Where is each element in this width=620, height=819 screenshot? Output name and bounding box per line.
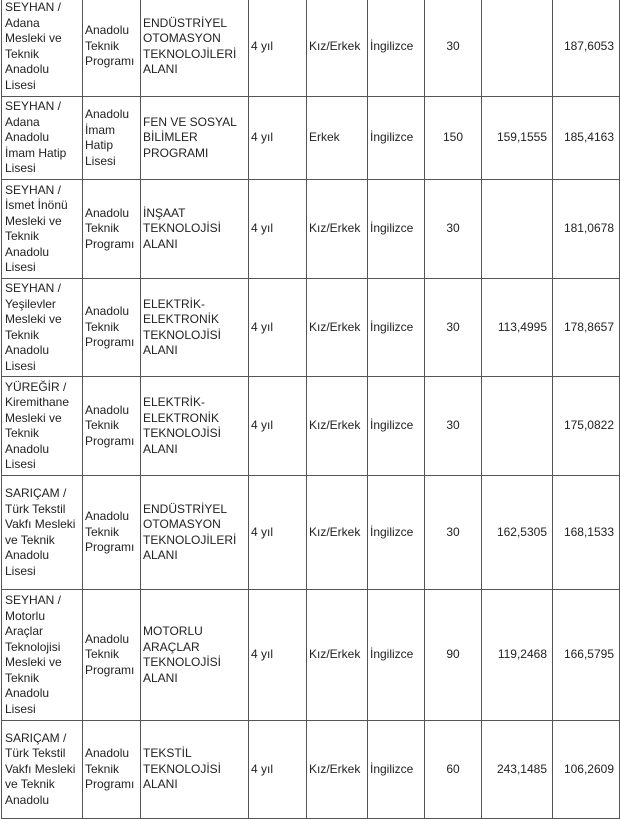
max-score-cell: 166,5795	[553, 590, 620, 721]
field-cell: İNŞAAT TEKNOLOJİSİ ALANI	[141, 180, 249, 279]
school-cell: SARIÇAM / Türk Tekstil Vakfı Mesleki ve Teknik Anadolu	[2, 721, 83, 819]
program-cell: Anadolu Teknik Programı	[83, 377, 141, 476]
program-cell: Anadolu Teknik Programı	[83, 590, 141, 721]
field-cell: ENDÜSTRİYEL OTOMASYON TEKNOLOJİLERİ ALANI	[141, 476, 249, 590]
min-score-cell: 113,4995	[482, 279, 553, 377]
min-score-cell	[482, 180, 553, 279]
gender-cell: Kız/Erkek	[307, 721, 368, 819]
program-cell: Anadolu Teknik Programı	[83, 0, 141, 97]
school-cell: YÜREĞİR / Kiremithane Mesleki ve Teknik Anadolu Lisesi	[2, 377, 83, 476]
gender-cell: Kız/Erkek	[307, 377, 368, 476]
max-score-cell: 168,1533	[553, 476, 620, 590]
duration-cell: 4 yıl	[249, 0, 307, 97]
quota-cell: 30	[425, 279, 482, 377]
field-cell: FEN VE SOSYAL BİLİMLER PROGRAMI	[141, 97, 249, 180]
quota-cell: 30	[425, 180, 482, 279]
language-cell: İngilizce	[368, 0, 425, 97]
gender-cell: Kız/Erkek	[307, 476, 368, 590]
school-cell: SEYHAN / Adana Mesleki ve Teknik Anadolu Lisesi	[2, 0, 83, 97]
quota-cell: 150	[425, 97, 482, 180]
duration-cell: 4 yıl	[249, 97, 307, 180]
quota-cell: 30	[425, 476, 482, 590]
field-cell: TEKSTİL TEKNOLOJİSİ ALANI	[141, 721, 249, 819]
gender-cell: Kız/Erkek	[307, 279, 368, 377]
duration-cell: 4 yıl	[249, 180, 307, 279]
duration-cell: 4 yıl	[249, 377, 307, 476]
table-row	[2, 279, 620, 377]
min-score-cell: 243,1485	[482, 721, 553, 819]
school-table	[1, 0, 620, 819]
quota-cell: 90	[425, 590, 482, 721]
max-score-cell: 181,0678	[553, 180, 620, 279]
table-row	[2, 721, 620, 819]
field-cell: ENDÜSTRİYEL OTOMASYON TEKNOLOJİLERİ ALANI	[141, 0, 249, 97]
max-score-cell: 187,6053	[553, 0, 620, 97]
min-score-cell: 159,1555	[482, 97, 553, 180]
language-cell: İngilizce	[368, 180, 425, 279]
max-score-cell: 178,8657	[553, 279, 620, 377]
max-score-cell: 106,2609	[553, 721, 620, 819]
table-row	[2, 590, 620, 721]
table-body	[2, 0, 620, 819]
language-cell: İngilizce	[368, 377, 425, 476]
duration-cell: 4 yıl	[249, 721, 307, 819]
quota-cell: 60	[425, 721, 482, 819]
min-score-cell: 119,2468	[482, 590, 553, 721]
gender-cell: Kız/Erkek	[307, 180, 368, 279]
table-row	[2, 0, 620, 97]
table-row	[2, 377, 620, 476]
school-cell: SEYHAN / Yeşilevler Mesleki ve Teknik Anadolu Lisesi	[2, 279, 83, 377]
program-cell: Anadolu Teknik Programı	[83, 279, 141, 377]
quota-cell: 30	[425, 377, 482, 476]
table-row	[2, 180, 620, 279]
field-cell: MOTORLU ARAÇLAR TEKNOLOJİSİ ALANI	[141, 590, 249, 721]
school-cell: SARIÇAM / Türk Tekstil Vakfı Mesleki ve Teknik Anadolu Lisesi	[2, 476, 83, 590]
min-score-cell	[482, 0, 553, 97]
min-score-cell: 162,5305	[482, 476, 553, 590]
field-cell: ELEKTRİK-ELEKTRONİK TEKNOLOJİSİ ALANI	[141, 279, 249, 377]
school-cell: SEYHAN / İsmet İnönü Mesleki ve Teknik Anadolu Lisesi	[2, 180, 83, 279]
gender-cell: Kız/Erkek	[307, 590, 368, 721]
school-cell: SEYHAN / Motorlu Araçlar Teknolojisi Mesleki ve Teknik Anadolu Lisesi	[2, 590, 83, 721]
program-cell: Anadolu Teknik Programı	[83, 476, 141, 590]
program-cell: Anadolu İmam Hatip Lisesi	[83, 97, 141, 180]
max-score-cell: 185,4163	[553, 97, 620, 180]
language-cell: İngilizce	[368, 721, 425, 819]
program-cell: Anadolu Teknik Programı	[83, 721, 141, 819]
min-score-cell	[482, 377, 553, 476]
gender-cell: Erkek	[307, 97, 368, 180]
duration-cell: 4 yıl	[249, 590, 307, 721]
language-cell: İngilizce	[368, 590, 425, 721]
duration-cell: 4 yıl	[249, 476, 307, 590]
language-cell: İngilizce	[368, 279, 425, 377]
gender-cell: Kız/Erkek	[307, 0, 368, 97]
language-cell: İngilizce	[368, 97, 425, 180]
field-cell: ELEKTRİK-ELEKTRONİK TEKNOLOJİSİ ALANI	[141, 377, 249, 476]
language-cell: İngilizce	[368, 476, 425, 590]
program-cell: Anadolu Teknik Programı	[83, 180, 141, 279]
quota-cell: 30	[425, 0, 482, 97]
school-cell: SEYHAN / Adana Anadolu İmam Hatip Lisesi	[2, 97, 83, 180]
max-score-cell: 175,0822	[553, 377, 620, 476]
table-row	[2, 97, 620, 180]
duration-cell: 4 yıl	[249, 279, 307, 377]
table-row	[2, 476, 620, 590]
